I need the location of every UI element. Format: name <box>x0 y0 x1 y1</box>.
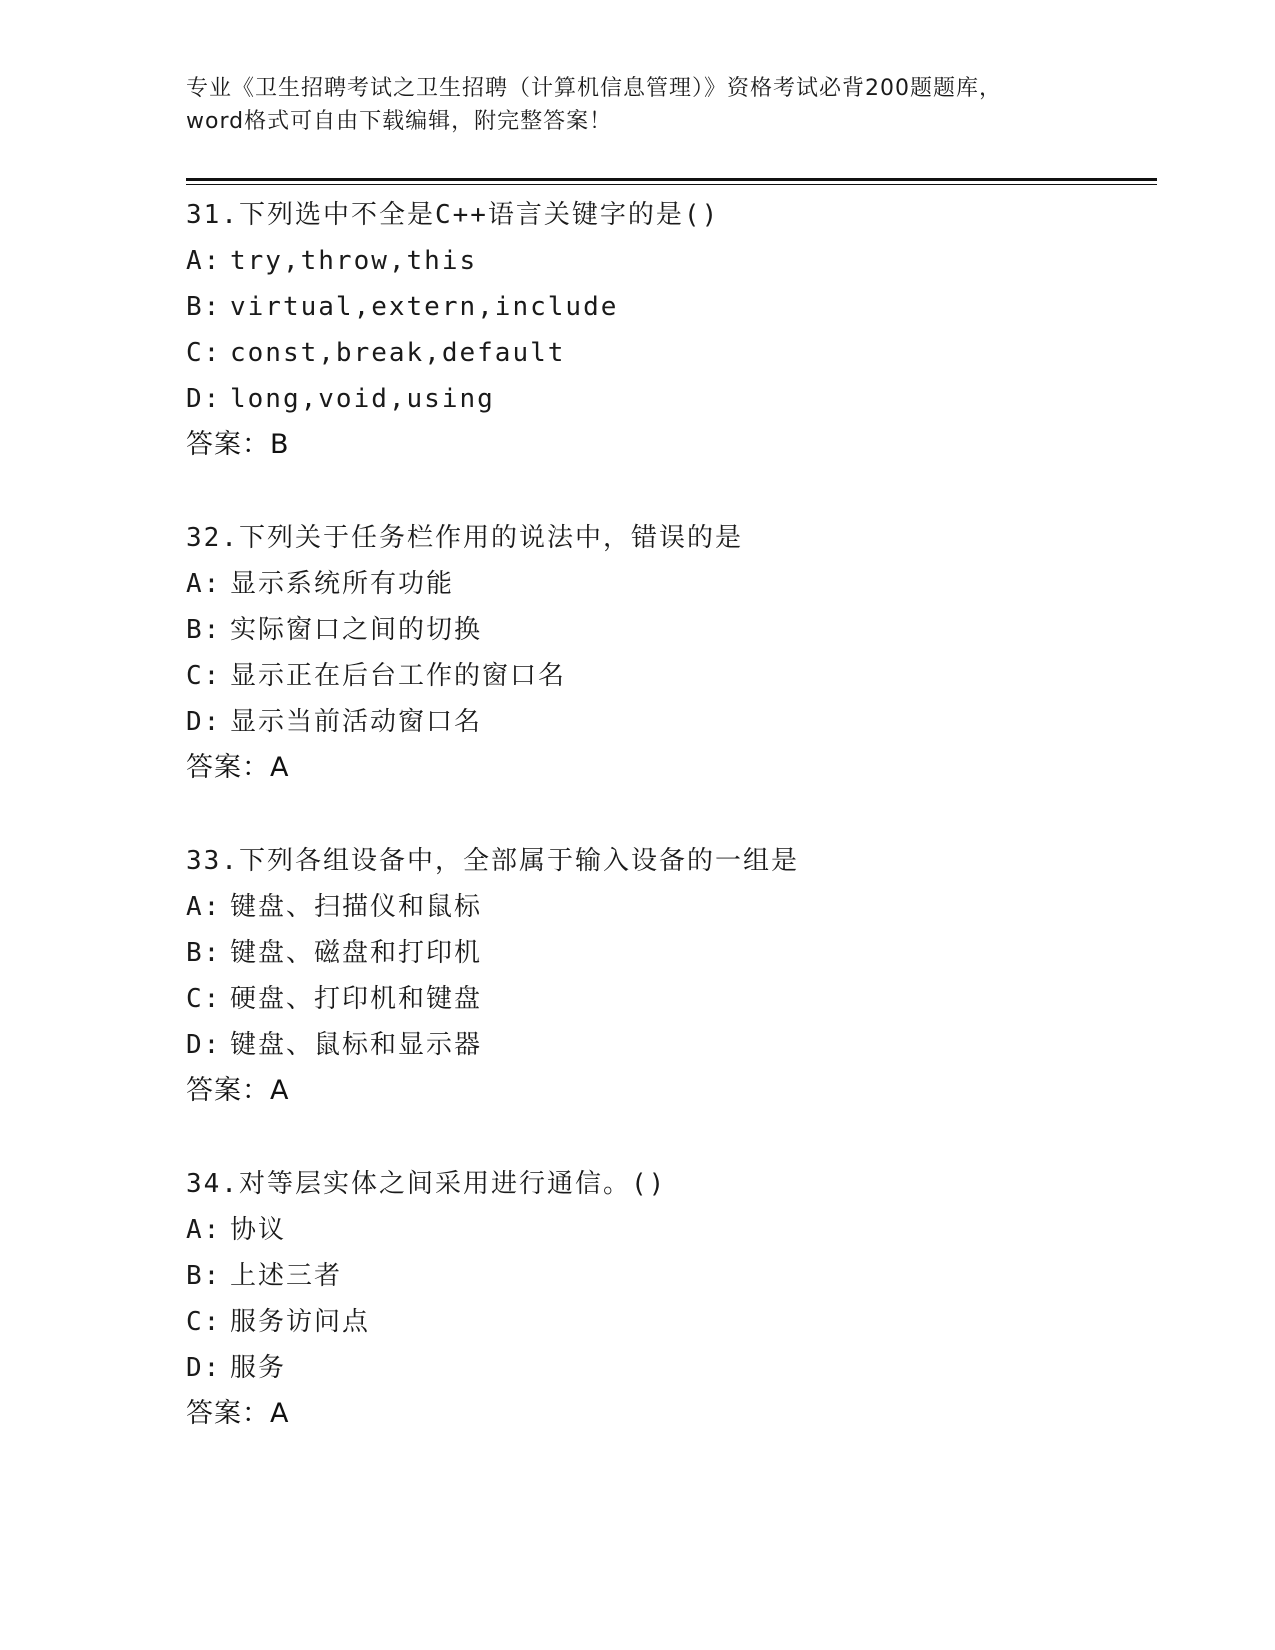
document-header <box>186 72 1106 138</box>
question-title: 34.对等层实体之间采用进行通信。() <box>186 1169 667 1199</box>
option-key: A: <box>186 892 222 922</box>
question-title: 33.下列各组设备中，全部属于输入设备的一组是 <box>186 846 799 876</box>
answer-label: 答案：A <box>186 1398 290 1429</box>
option-c <box>186 1299 1157 1345</box>
question-34 <box>186 1161 1157 1437</box>
option-b <box>186 284 1157 330</box>
option-a <box>186 561 1157 607</box>
option-key: C: <box>186 338 222 368</box>
option-d <box>186 1345 1157 1391</box>
option-text: 显示当前活动窗口名 <box>230 707 483 737</box>
option-text: 实际窗口之间的切换 <box>230 615 483 645</box>
option-key: D: <box>186 1353 222 1383</box>
option-key: D: <box>186 384 222 414</box>
option-text: 显示正在后台工作的窗口名 <box>230 661 567 691</box>
option-a <box>186 238 1157 284</box>
header-line-2: word格式可自由下载编辑，附完整答案！ <box>186 109 613 134</box>
option-c <box>186 653 1157 699</box>
option-key: A: <box>186 246 222 276</box>
option-key: B: <box>186 938 222 968</box>
option-text: 协议 <box>230 1215 287 1245</box>
option-text: const,break,default <box>230 338 566 368</box>
option-a <box>186 884 1157 930</box>
option-text: 服务访问点 <box>230 1307 371 1337</box>
option-b <box>186 1253 1157 1299</box>
option-d <box>186 376 1157 422</box>
header-divider-thin <box>186 184 1157 185</box>
option-text: long,void,using <box>230 384 495 414</box>
option-key: A: <box>186 1215 222 1245</box>
option-key: B: <box>186 1261 222 1291</box>
header-divider-thick <box>186 178 1157 181</box>
option-b <box>186 930 1157 976</box>
option-key: A: <box>186 569 222 599</box>
question-title: 32.下列关于任务栏作用的说法中，错误的是 <box>186 523 743 553</box>
question-31 <box>186 192 1157 468</box>
question-title: 31.下列选中不全是C++语言关键字的是() <box>186 200 720 230</box>
question-list <box>186 192 1157 1484</box>
option-d <box>186 1022 1157 1068</box>
option-text: 上述三者 <box>230 1261 343 1291</box>
question-33 <box>186 838 1157 1114</box>
answer-label: 答案：A <box>186 752 290 783</box>
option-key: C: <box>186 984 222 1014</box>
answer-label: 答案：A <box>186 1075 290 1106</box>
option-c <box>186 330 1157 376</box>
header-line-1: 专业《卫生招聘考试之卫生招聘（计算机信息管理）》资格考试必背200题题库， <box>186 76 1002 101</box>
question-32 <box>186 515 1157 791</box>
option-text: 键盘、磁盘和打印机 <box>230 938 483 968</box>
option-text: 键盘、鼠标和显示器 <box>230 1030 483 1060</box>
option-d <box>186 699 1157 745</box>
option-b <box>186 607 1157 653</box>
option-text: try,throw,this <box>230 246 478 276</box>
option-key: C: <box>186 1307 222 1337</box>
option-text: 显示系统所有功能 <box>230 569 455 599</box>
option-key: B: <box>186 292 222 322</box>
option-text: 硬盘、打印机和键盘 <box>230 984 483 1014</box>
option-text: virtual,extern,include <box>230 292 619 322</box>
option-key: B: <box>186 615 222 645</box>
answer-label: 答案：B <box>186 429 290 460</box>
option-key: C: <box>186 661 222 691</box>
option-key: D: <box>186 707 222 737</box>
option-c <box>186 976 1157 1022</box>
option-text: 服务 <box>230 1353 287 1383</box>
option-a <box>186 1207 1157 1253</box>
option-key: D: <box>186 1030 222 1060</box>
option-text: 键盘、扫描仪和鼠标 <box>230 892 483 922</box>
